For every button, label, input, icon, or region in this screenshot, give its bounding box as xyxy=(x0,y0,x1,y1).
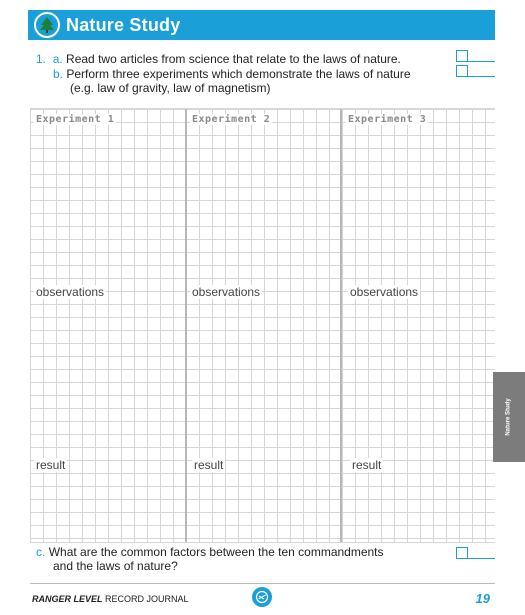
checkbox-line xyxy=(468,61,495,62)
section-header xyxy=(28,10,495,40)
requirement-letter-a: a. xyxy=(52,52,63,66)
requirement-1c xyxy=(36,545,456,573)
checkbox-1a[interactable] xyxy=(456,50,468,62)
page-title: Nature Study xyxy=(66,14,181,35)
requirement-text-a: Read two articles from science that relate to the laws of nature. xyxy=(66,52,401,66)
experiment-3-result-label: result xyxy=(352,458,382,472)
experiment-grid xyxy=(30,108,495,543)
experiment-2-observations-label: observations xyxy=(192,285,261,299)
footer-suffix: RECORD JOURNAL xyxy=(105,594,189,604)
checkbox-1b[interactable] xyxy=(456,65,468,77)
experiment-3-observations-label: observations xyxy=(350,285,419,299)
experiment-1-observations-label: observations xyxy=(36,285,105,299)
checkbox-line xyxy=(468,76,495,77)
page-number: 19 xyxy=(475,591,490,606)
requirement-1b xyxy=(53,67,473,95)
experiment-1-label: Experiment 1 xyxy=(36,114,115,125)
emblem-icon xyxy=(252,587,272,607)
tree-logo-icon xyxy=(34,12,60,38)
footer-brand: RANGER LEVEL xyxy=(32,594,103,604)
requirement-letter-b: b. xyxy=(53,67,64,81)
requirement-text-b-line1: Perform three experiments which demonstrate the laws of nature xyxy=(66,67,411,81)
requirement-text-c-line1: What are the common factors between the ten commandments xyxy=(48,545,384,559)
requirement-number: 1. xyxy=(36,52,47,66)
footer-divider xyxy=(30,583,495,584)
side-tab-label: Nature Study xyxy=(506,398,512,436)
column-divider xyxy=(340,109,342,542)
experiment-2-label: Experiment 2 xyxy=(192,114,271,125)
checkbox-1c[interactable] xyxy=(456,547,468,559)
column-divider xyxy=(185,109,187,542)
checkbox-line xyxy=(468,558,495,559)
experiment-1-result-label: result xyxy=(36,458,66,472)
requirement-text-b-line2: (e.g. law of gravity, law of magnetism) xyxy=(70,81,271,95)
experiment-2-result-label: result xyxy=(194,458,224,472)
requirement-text-c-line2: and the laws of nature? xyxy=(53,559,178,573)
requirement-letter-c: c. xyxy=(36,545,46,559)
footer-journal-title xyxy=(32,594,189,604)
experiment-3-label: Experiment 3 xyxy=(348,114,427,125)
requirement-1a xyxy=(36,52,456,66)
side-tab xyxy=(493,372,525,462)
